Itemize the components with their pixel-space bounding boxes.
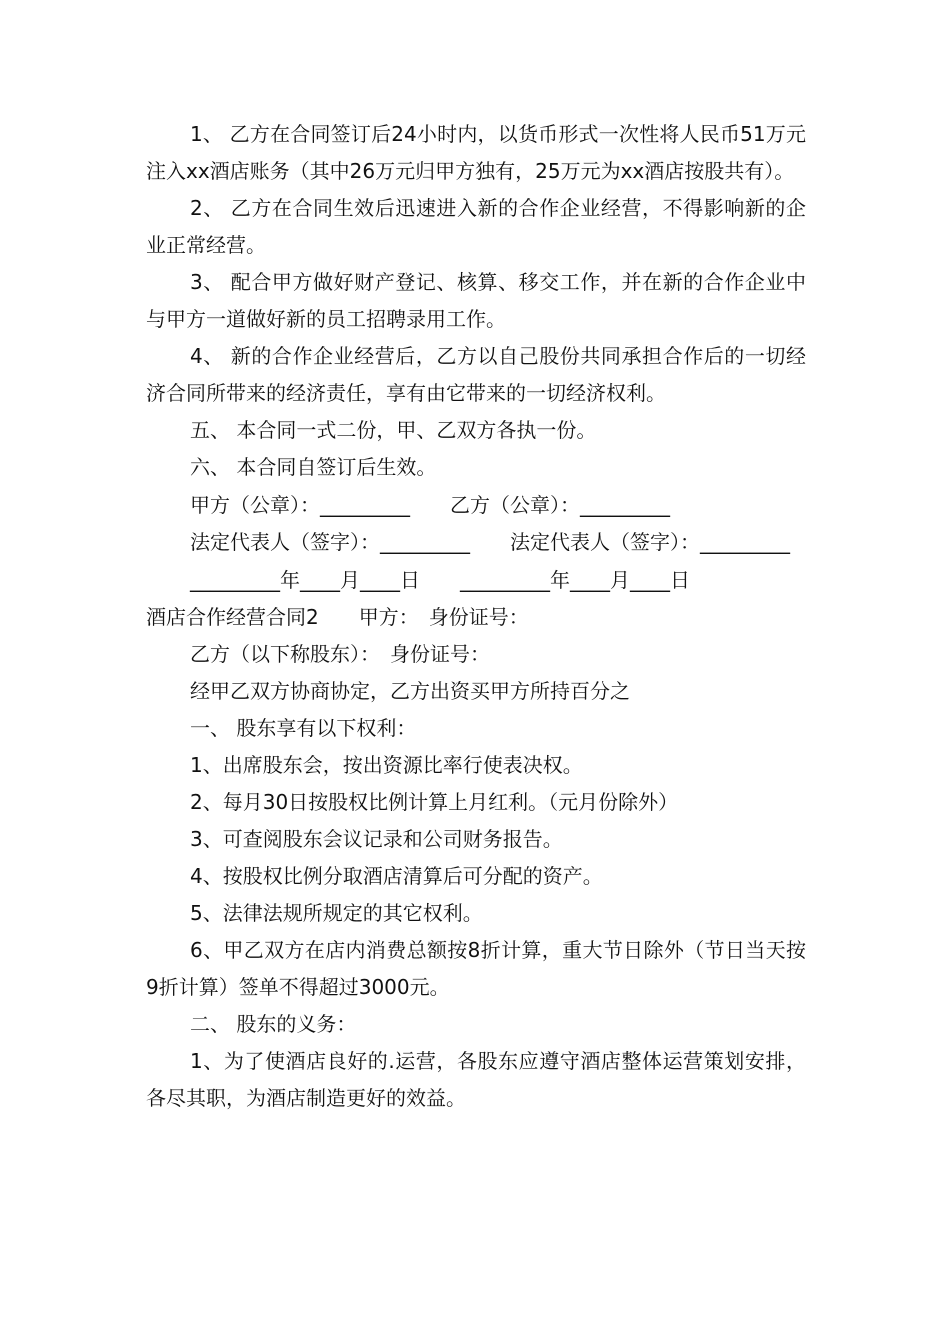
right-1: 1、出席股东会，按出资源比率行使表决权。 bbox=[190, 753, 583, 777]
right-4: 4、按股权比例分取酒店清算后可分配的资产。 bbox=[190, 864, 603, 888]
right-5: 5、法律法规所规定的其它权利。 bbox=[190, 901, 483, 925]
obligations-heading: 二、 股东的义务： bbox=[190, 1012, 357, 1036]
clause-3-paragraph: 3、 配合甲方做好财产登记、核算、移交工作，并在新的合作企业中与甲方一道做好新的员工招聘录用工作。 bbox=[146, 270, 806, 331]
clause-2-paragraph: 2、 乙方在合同生效后迅速进入新的合作企业经营，不得影响新的企业正常经营。 bbox=[146, 196, 806, 257]
article-6-paragraph: 六、 本合同自签订后生效。 bbox=[190, 455, 437, 479]
party-b-line: 乙方（以下称股东）： 身份证号： bbox=[190, 642, 490, 666]
right-2: 2、每月30日按股权比例计算上月红利。（元月份除外） bbox=[190, 790, 679, 814]
article-5-paragraph: 五、 本合同一式二份，甲、乙双方各执一份。 bbox=[190, 418, 597, 442]
date-row: _________年____月____日 _________年____月____日 bbox=[190, 568, 690, 592]
document-page bbox=[146, 116, 806, 1117]
obligation-1: 1、为了使酒店良好的.运营，各股东应遵守酒店整体运营策划安排，各尽其职，为酒店制造更好的效益。 bbox=[146, 1049, 806, 1110]
clause-1-paragraph: 1、 乙方在合同签订后24小时内，以货币形式一次性将人民币51万元注入xx酒店账务（其中26万元归甲方独有，25万元为xx酒店按股共有）。 bbox=[146, 122, 806, 183]
rights-heading: 一、 股东享有以下权利： bbox=[190, 716, 417, 740]
right-3: 3、可查阅股东会议记录和公司财务报告。 bbox=[190, 827, 563, 851]
right-6: 6、甲乙双方在店内消费总额按8折计算，重大节日除外（节日当天按9折计算）签单不得超过3000元。 bbox=[146, 938, 806, 999]
contract-2-heading: 酒店合作经营合同2 甲方： 身份证号： bbox=[146, 605, 529, 629]
seal-signature-row: 甲方（公章）：_________ 乙方（公章）：_________ bbox=[190, 493, 670, 517]
agreement-intro: 经甲乙双方协商协定，乙方出资买甲方所持百分之 bbox=[190, 679, 630, 703]
legal-rep-signature-row: 法定代表人（签字）：_________ 法定代表人（签字）：_________ bbox=[190, 530, 790, 554]
clause-4-paragraph: 4、 新的合作企业经营后，乙方以自己股份共同承担合作后的一切经济合同所带来的经济责任，享有由它带来的一切经济权利。 bbox=[146, 344, 806, 405]
